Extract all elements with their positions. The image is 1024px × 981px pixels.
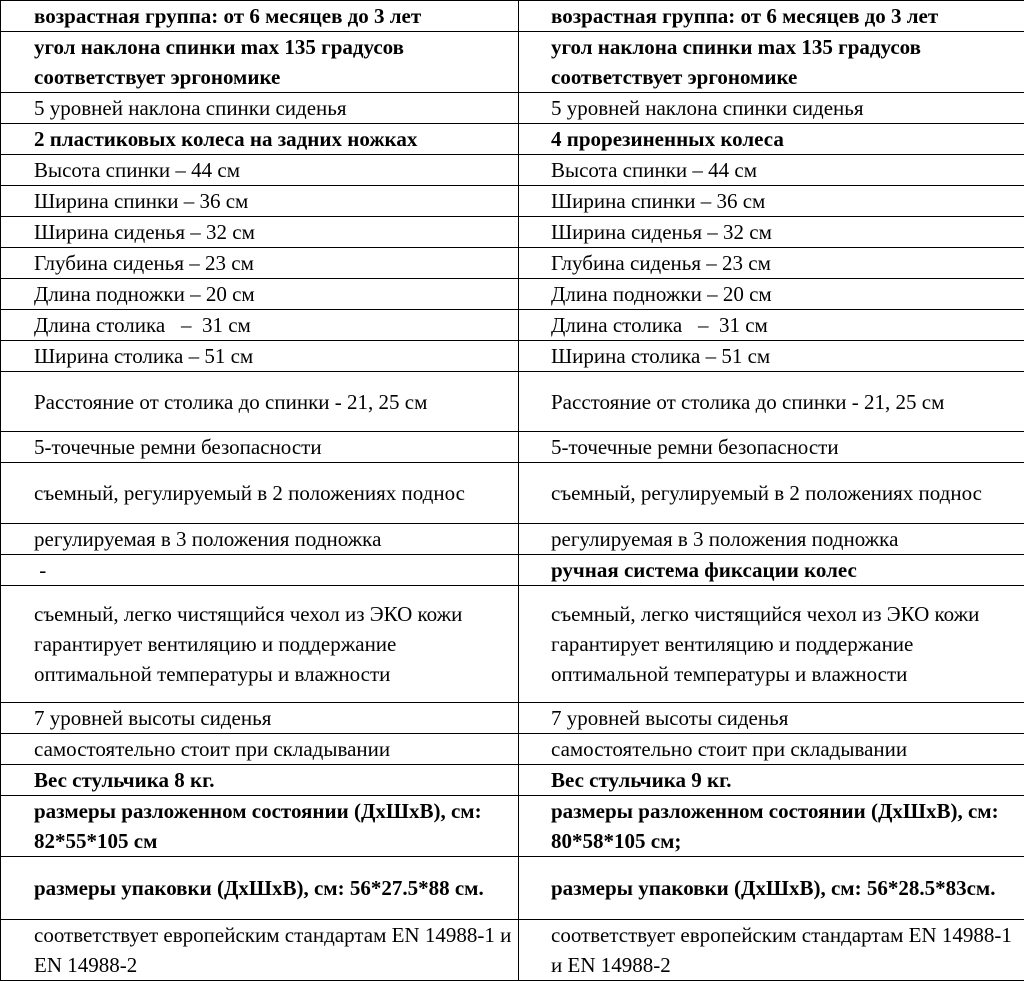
cell-left: Расстояние от столика до спинки - 21, 25 см (1, 372, 519, 432)
table-row (1, 524, 1024, 555)
table-row (1, 248, 1024, 279)
cell-right: Ширина столика – 51 см (519, 341, 1024, 372)
table-row (1, 765, 1024, 796)
cell-right: размеры разложенном состоянии (ДхШхВ), см: 80*58*105 см; (519, 796, 1024, 857)
cell-right: Ширина сиденья – 32 см (519, 217, 1024, 248)
cell-right: 7 уровней высоты сиденья (519, 703, 1024, 734)
cell-right: Вес стульчика 9 кг. (519, 765, 1024, 796)
cell-left: съемный, легко чистящийся чехол из ЭКО кожи гарантирует вентиляцию и поддержание оптимальной температуры и влажности (1, 586, 519, 703)
cell-left: съемный, регулируемый в 2 положениях поднос (1, 463, 519, 524)
cell-left: Ширина спинки – 36 см (1, 186, 519, 217)
cell-right: самостоятельно стоит при складывании (519, 734, 1024, 765)
cell-right: соответствует европейским стандартам EN 14988-1 и EN 14988-2 (519, 920, 1024, 981)
cell-left: 2 пластиковых колеса на задних ножках (1, 124, 519, 155)
cell-left: Ширина сиденья – 32 см (1, 217, 519, 248)
cell-right: Длина столика – 31 см (519, 310, 1024, 341)
cell-right: Ширина спинки – 36 см (519, 186, 1024, 217)
cell-left: 5-точечные ремни безопасности (1, 432, 519, 463)
cell-left: 5 уровней наклона спинки сиденья (1, 93, 519, 124)
cell-right: Длина подножки – 20 см (519, 279, 1024, 310)
cell-right: регулируемая в 3 положения подножка (519, 524, 1024, 555)
cell-left: Ширина столика – 51 см (1, 341, 519, 372)
table-row (1, 796, 1024, 857)
table-row (1, 432, 1024, 463)
cell-right: Высота спинки – 44 см (519, 155, 1024, 186)
table-row (1, 124, 1024, 155)
table-row (1, 586, 1024, 703)
table-row (1, 372, 1024, 432)
cell-right: съемный, регулируемый в 2 положениях поднос (519, 463, 1024, 524)
cell-right: угол наклона спинки max 135 градусов соответствует эргономике (519, 32, 1024, 93)
table-row (1, 310, 1024, 341)
cell-right: 5-точечные ремни безопасности (519, 432, 1024, 463)
cell-right: 4 прорезиненных колеса (519, 124, 1024, 155)
table-row (1, 32, 1024, 93)
table-row (1, 186, 1024, 217)
cell-right: съемный, легко чистящийся чехол из ЭКО кожи гарантирует вентиляцию и поддержание оптимальной температуры и влажности (519, 586, 1024, 703)
cell-right: Расстояние от столика до спинки - 21, 25 см (519, 372, 1024, 432)
table-row (1, 341, 1024, 372)
table-row (1, 1, 1024, 32)
table-row (1, 555, 1024, 586)
table-row (1, 920, 1024, 981)
cell-right: 5 уровней наклона спинки сиденья (519, 93, 1024, 124)
table-row (1, 93, 1024, 124)
cell-left: регулируемая в 3 положения подножка (1, 524, 519, 555)
table-row (1, 463, 1024, 524)
cell-left: размеры разложенном состоянии (ДхШхВ), см: 82*55*105 см (1, 796, 519, 857)
cell-left: Высота спинки – 44 см (1, 155, 519, 186)
cell-right: Глубина сиденья – 23 см (519, 248, 1024, 279)
cell-right: ручная система фиксации колес (519, 555, 1024, 586)
cell-left: - (1, 555, 519, 586)
cell-left: размеры упаковки (ДхШхВ), см: 56*27.5*88 см. (1, 857, 519, 920)
cell-left: Длина столика – 31 см (1, 310, 519, 341)
cell-left: возрастная группа: от 6 месяцев до 3 лет (1, 1, 519, 32)
cell-left: угол наклона спинки max 135 градусов соответствует эргономике (1, 32, 519, 93)
cell-left: 7 уровней высоты сиденья (1, 703, 519, 734)
table-row (1, 279, 1024, 310)
cell-left: самостоятельно стоит при складывании (1, 734, 519, 765)
cell-left: соответствует европейским стандартам EN 14988-1 и EN 14988-2 (1, 920, 519, 981)
cell-right: размеры упаковки (ДхШхВ), см: 56*28.5*83см. (519, 857, 1024, 920)
cell-left: Длина подножки – 20 см (1, 279, 519, 310)
table-row (1, 217, 1024, 248)
table-row (1, 857, 1024, 920)
cell-right: возрастная группа: от 6 месяцев до 3 лет (519, 1, 1024, 32)
table-row (1, 155, 1024, 186)
cell-left: Вес стульчика 8 кг. (1, 765, 519, 796)
cell-left: Глубина сиденья – 23 см (1, 248, 519, 279)
table-row (1, 734, 1024, 765)
table-row (1, 703, 1024, 734)
